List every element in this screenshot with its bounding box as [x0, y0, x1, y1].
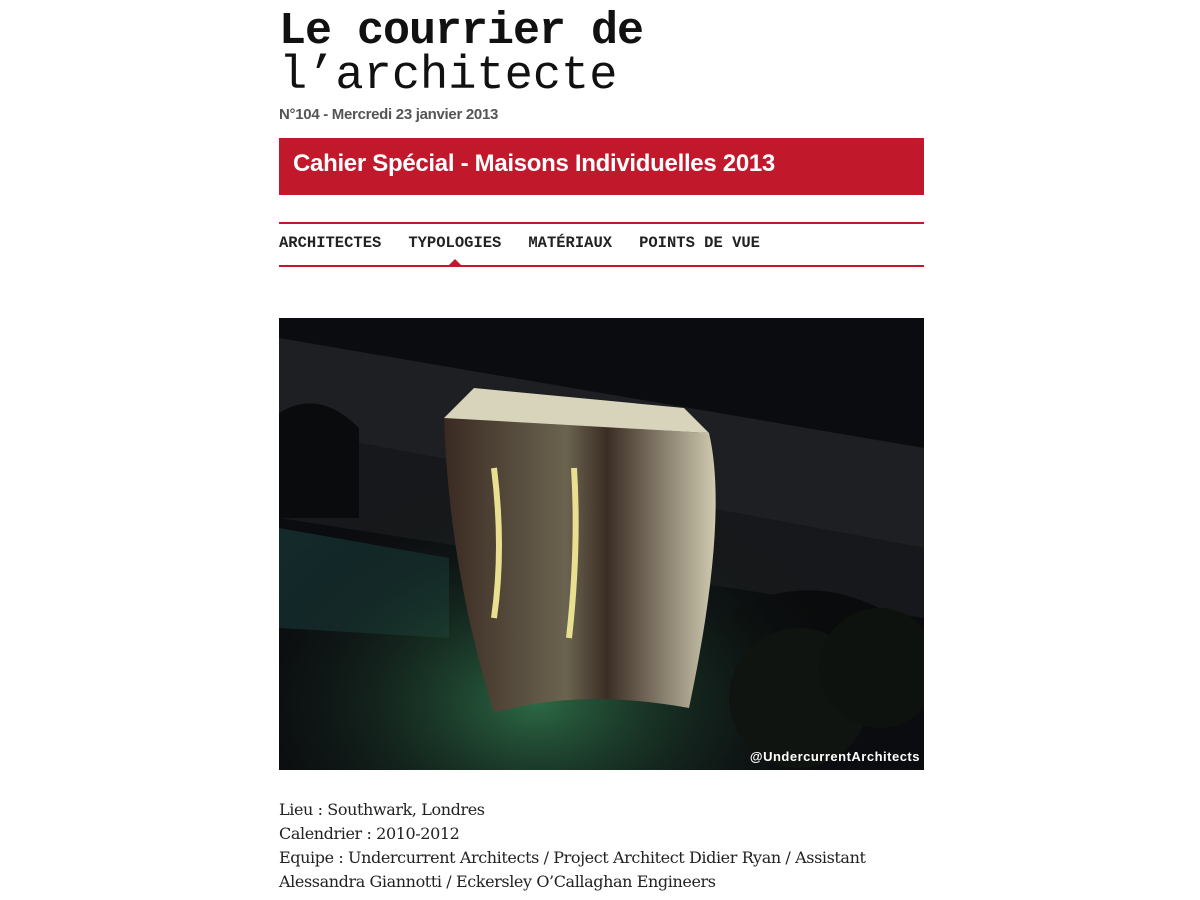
nav-typologies[interactable]: TYPOLOGIES: [408, 234, 502, 252]
nav-architectes[interactable]: ARCHITECTES: [279, 234, 382, 252]
caption-lieu: Lieu : Southwark, Londres: [279, 800, 485, 819]
caption-equipe-cont: Alessandra Giannotti / Eckersley O’Callaghan Engineers: [279, 872, 716, 891]
caption-equipe: Equipe : Undercurrent Architects / Project Architect Didier Ryan / Assistant: [279, 848, 866, 867]
nav-bottom-divider: [279, 265, 924, 267]
photo-credit: @UndercurrentArchitects: [749, 749, 920, 764]
pavilion-render: [279, 318, 924, 770]
section-nav: [279, 234, 924, 252]
issue-date: N°104 - Mercredi 23 janvier 2013: [279, 106, 499, 123]
nav-top-divider: [279, 222, 924, 224]
project-caption: [279, 798, 924, 894]
nav-points-de-vue[interactable]: POINTS DE VUE: [639, 234, 760, 252]
masthead-title-line2: l’architecte: [279, 50, 618, 103]
project-photo: [279, 318, 924, 770]
masthead-title-line1: Le courrier de: [279, 6, 644, 57]
caption-calendrier: Calendrier : 2010-2012: [279, 824, 460, 843]
nav-materiaux[interactable]: MATÉRIAUX: [528, 234, 613, 252]
section-banner: Cahier Spécial - Maisons Individuelles 2013: [279, 138, 924, 195]
